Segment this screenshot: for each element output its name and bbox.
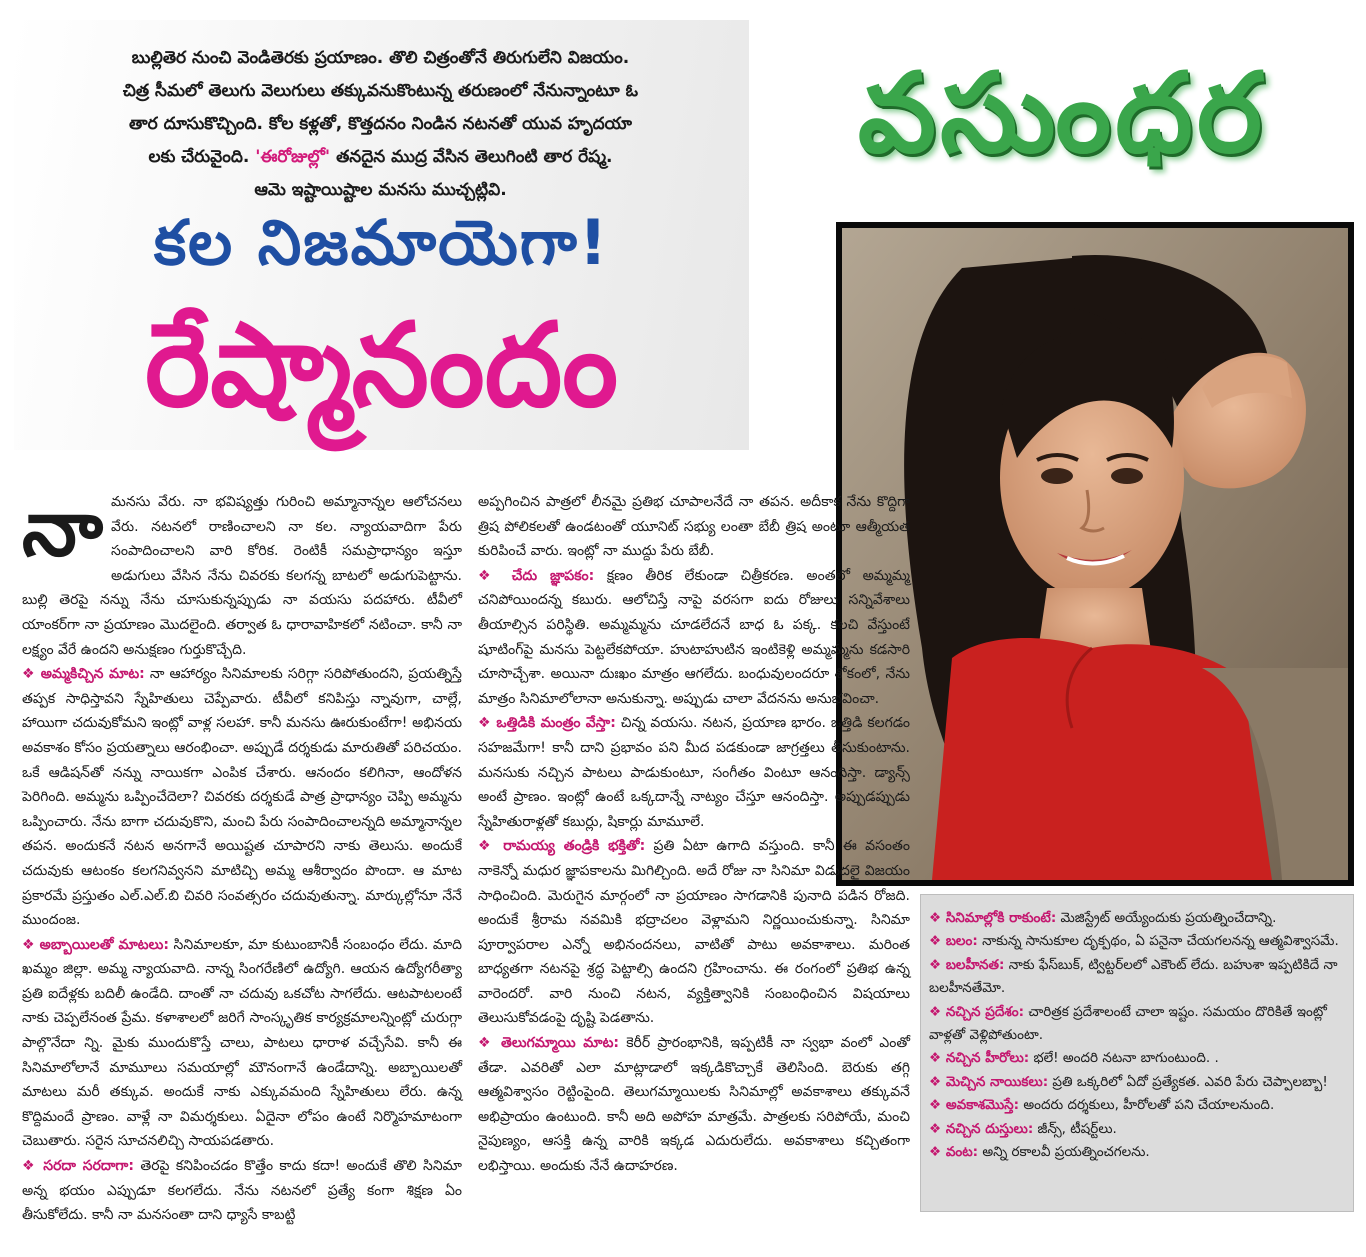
- intro-line-rest: తనదైన ముద్ర వేసిన తెలుగింటి తార రేష్మ.: [330, 147, 613, 167]
- section-title: ఒత్తిడికి మంత్రం వేస్తా:: [496, 715, 616, 732]
- section-title: అబ్బాయిలతో మాటలు:: [39, 936, 169, 953]
- fact-item: [929, 954, 1343, 1001]
- fact-value: జీన్స్, టీషర్ట్‌లు.: [1037, 1120, 1117, 1137]
- article-section: [478, 564, 910, 712]
- section-text: కెరీర్ ప్రారంభానికి, ఇప్పటికీ నా స్వభా వంలో ఎంతో తేడా. ఎవరితో ఎలా మాట్లాడాలో ఇక్కడికొచ్చాకే తెలిసింది. బెరుకు తగ్గి ఆత్మవిశ్వాసం రెట్టింపైంది. తెలుగమ్మాయిలకు సినిమాల్లో అవకాశాలు తక్కువనే అభిప్రాయం ఉంటుంది. కానీ అది అపోహ మాత్రమే. పాత్రలకు సరిపోయే, మంచి నైపుణ్యం, ఆసక్తి ఉన్న వారికి ఇక్కడ ఎదురులేదు. అవకాశాలు కచ్చితంగా లభిస్తాయి. అందుకు నేనే ఉదాహరణ.: [478, 1035, 910, 1175]
- fact-key: నచ్చిన ప్రదేశం:: [945, 1003, 1025, 1020]
- diamond-bullet-icon: ❖: [929, 956, 946, 973]
- section-title: చేదు జ్ఞాపకం:: [511, 567, 595, 584]
- section-text: నా ఆహార్యం సినిమాలకు సరిగ్గా సరిపోతుందని, ప్రయత్నిస్తే తప్పక సాధిస్తావని స్నేహితులు చెప్పేవారు. టీవీలో కనిపిస్తు న్నావుగా, చాల్లే, హాయిగా చదువుకోమని ఇంట్లో వాళ్ల సలహా. కానీ మనసు ఊరుకుంటేగా! అభినయ అవకాశం కోసం ప్రయత్నాలు ఆరంభించా. అప్పుడే దర్శకుడు మారుతితో పరిచయం. ఒకే ఆడిషన్‌తో నన్ను నాయికగా ఎంపిక చేశారు. ఆనందం కలిగినా, ఆందోళన పెరిగింది. అమ్మను ఒప్పించేదెలా? చివరకు దర్శకుడే పాత్ర ప్రాధాన్యం చెప్పి అమ్మను ఒప్పించారు. నేను బాగా చదువుకొని, మంచి పేరు సంపాదించాలన్నది అమ్మానాన్నల తపన. అందుకనే నటన అనగానే అయిష్టత చూపారని నాకు తెలుసు. అందుకే చదువుకు ఆటంకం కలగనివ్వనని మాటిచ్చి అమ్మ ఆశీర్వాదం పొందా. ఆ మాట ప్రకారమే ప్రస్తుతం ఎల్.ఎల్.బి చివరి సంవత్సరం చదువుతున్నా. మార్కుల్లోనూ నేనే ముందంజ.: [22, 666, 462, 929]
- section-title: రామయ్య తండ్రికి భక్తితో:: [503, 838, 646, 855]
- intro-text: [28, 42, 733, 207]
- intro-line-start: లకు చేరువైంది.: [148, 147, 250, 167]
- article-section: [22, 933, 462, 1154]
- fact-key: సినిమాల్లోకి రాకుంటే:: [945, 910, 1057, 926]
- portrait-photo: [836, 222, 1354, 886]
- diamond-bullet-icon: ❖: [929, 1050, 946, 1067]
- facts-sidebar: [920, 894, 1354, 1212]
- fact-item: [929, 907, 1343, 930]
- headline-name: రేష్మానందం: [145, 297, 618, 433]
- fact-item: [929, 930, 1343, 953]
- article-section: [478, 834, 910, 1031]
- fact-key: వంట:: [945, 1144, 979, 1161]
- intro-line: బుల్లితెర నుంచి వెండితెరకు ప్రయాణం. తొలి చిత్రంతోనే తిరుగులేని విజయం.: [131, 48, 630, 68]
- fact-item: [929, 1071, 1343, 1094]
- article-section: [478, 711, 910, 834]
- fact-value: చారిత్రక ప్రదేశాలంటే చాలా ఇష్టం. సమయం దొరికితే ఇంట్లో వాళ్లతో వెళ్లిపోతుంటా.: [929, 1003, 1327, 1044]
- intro-line: [28, 141, 733, 174]
- article-column-2: [478, 490, 910, 1179]
- section-title: అమ్మకిచ్చిన మాట:: [40, 666, 145, 683]
- intro-line: చిత్ర సీమలో తెలుగు వెలుగులు తక్కువనుకొంటున్న తరుణంలో నేనున్నాంటూ ఓ: [122, 81, 639, 101]
- diamond-bullet-icon: ❖: [478, 1035, 501, 1052]
- portrait-illustration: [842, 228, 1348, 880]
- diamond-bullet-icon: ❖: [478, 715, 497, 732]
- diamond-bullet-icon: ❖: [22, 936, 40, 953]
- diamond-bullet-icon: ❖: [22, 1158, 44, 1175]
- diamond-bullet-icon: ❖: [929, 910, 946, 926]
- fact-value: అన్ని రకాలవీ ప్రయత్నించగలను.: [982, 1144, 1150, 1161]
- diamond-bullet-icon: ❖: [478, 838, 504, 855]
- dropcap: నా: [22, 484, 104, 574]
- diamond-bullet-icon: ❖: [22, 666, 41, 683]
- section-text: క్షణం తీరిక లేకుండా చిత్రీకరణ. అంతలో అమ్మమ్మ చనిపోయిందన్న కబురు. ఆలోచిస్తే నాపై వరసగా ఐదు రోజులు సన్నివేశాలు తీయాల్సిన పరిస్థితి. అమ్మమ్మను చూడలేదనే బాధ ఓ పక్క. కలచి వేస్తుంటే షూటింగ్‌పై మనసు పెట్టలేకపోయా. హుటాహుటిన ఇంటికెళ్లి అమ్మమ్మను కడసారి చూసొచ్చేశా. అయినా దుఃఖం మాత్రం ఆగలేదు. బంధువులందరూ శోకంలో, నేను మాత్రం సినిమాలోలానా అనుకున్నా. అప్పుడు చాలా వేదనను అనుభవించా.: [478, 567, 911, 707]
- intro-line: తార దూసుకొచ్చింది. కోల కళ్లతో, కొత్తదనం నిండిన నటనతో యువ హృదయా: [129, 114, 632, 134]
- diamond-bullet-icon: ❖: [929, 933, 946, 950]
- article-column-1: [22, 484, 463, 1228]
- diamond-bullet-icon: ❖: [929, 1073, 946, 1090]
- diamond-bullet-icon: ❖: [478, 567, 512, 584]
- fact-value: భలే! అందరి నటనా బాగుంటుంది. .: [1033, 1050, 1219, 1067]
- fact-value: అందరు దర్శకులు, హీరోలతో పని చేయాలనుంది.: [1023, 1097, 1275, 1114]
- article-paragraph: అప్పగించిన పాత్రలో లీనమై ప్రతిభ చూపాలనేదే నా తపన. అదీకాక నేను కొద్దిగా త్రిష పోలికలతో ఉండటంతో యూనిట్ సభ్యు లంతా బేబీ త్రిష అంటూ ఆత్మీయత కురిపించే వారు. ఇంట్లో నా ముద్దు పేరు బేబీ.: [478, 494, 910, 560]
- intro-highlight: 'ఈరోజుల్లో': [255, 147, 331, 167]
- section-title: తెలుగమ్మాయి మాట:: [500, 1035, 619, 1052]
- fact-key: మెచ్చిన నాయికలు:: [945, 1073, 1049, 1090]
- article-paragraph: [22, 484, 462, 662]
- section-text: ప్రతి ఏటా ఉగాది వస్తుంది. కానీ ఈ వసంతం నాకెన్నో మధుర జ్ఞాపకాలను మిగిల్చింది. అదే రోజు నా సినిమా విడుదలై విజయం సాధించింది. మెరుగైన మార్గంలో నా ప్రయాణం సాగడానికి పునాది పడిన రోజది. అందుకే శ్రీరామ నవమికి భద్రాచలం వెళ్లామని నిర్ణయించుకున్నా. సినిమా పూర్వాపరాల ఎన్నో అభినందనలు, వాటితో పాటు అవకాశాలు. మరింత బాధ్యతగా నటనపై శ్రద్ధ పెట్టాల్సి ఉందని గ్రహించాను. ఈ రంగంలో ప్రతిభ ఉన్న వారెందరో. వారి నుంచి నటన, వ్యక్తిత్వానికి సంబంధించిన విషయాలు తెలుసుకోవడంపై దృష్టి పెడతాను.: [478, 838, 910, 1027]
- fact-key: నచ్చిన హీరోలు:: [945, 1050, 1030, 1067]
- masthead-logo: వసుంధర: [857, 48, 1267, 177]
- fact-value: నాకున్న సానుకూల దృక్పథం, ఏ పనైనా చేయగలనన్న ఆత్మవిశ్వాసమే.: [982, 933, 1339, 950]
- fact-value: మెజిస్ట్రేట్ అయ్యేందుకు ప్రయత్నించేదాన్ని.: [1060, 910, 1277, 926]
- fact-key: నచ్చిన దుస్తులు:: [945, 1120, 1034, 1137]
- fact-key: బలం:: [945, 933, 978, 950]
- diamond-bullet-icon: ❖: [929, 1120, 946, 1137]
- section-title: సరదా సరదాగా:: [43, 1158, 134, 1175]
- diamond-bullet-icon: ❖: [929, 1097, 946, 1114]
- diamond-bullet-icon: ❖: [929, 1003, 946, 1020]
- paragraph-text: మనసు వేరు. నా భవిష్యత్తు గురించి అమ్మానాన్నల ఆలోచనలు వేరు. నటనలో రాణించాలని నా కల. న్యాయవాదిగా పేరు సంపాదించాలని వారి కోరిక. రెంటికీ సమప్రాధాన్యం ఇస్తూ అడుగులు వేసిన నేను చివరకు కలగన్న బాటలో అడుగుపెట్టాను. బుల్లి తెరపై నన్ను నేను చూసుకున్నప్పుడు నా వయసు పదహారు. టీవీలో యాంకర్‌గా నా ప్రయాణం మొదలైంది. తర్వాత ఓ ధారావాహికలో నటించా. కానీ నా లక్ష్యం వేరే ఉందని అనుక్షణం గుర్తుకొచ్చేది.: [22, 494, 462, 658]
- fact-value: ప్రతి ఒక్కరిలో ఏదో ప్రత్యేకత. ఎవరి పేరు చెప్పాలబ్బా!: [1052, 1073, 1328, 1090]
- article-section: [478, 1031, 910, 1179]
- intro-line: ఆమె ఇష్టాయిష్టాల మనసు ముచ్చట్లివి.: [254, 180, 507, 200]
- fact-item: [929, 1118, 1343, 1141]
- headline-top: కల నిజమాయెగా!: [153, 206, 610, 279]
- fact-key: అవకాశమొస్తే:: [945, 1097, 1020, 1114]
- fact-item: [929, 1047, 1343, 1070]
- fact-key: బలహీనత:: [945, 956, 1005, 973]
- section-text: తెరపై కనిపించడం కొత్తేం కాదు కదా! అందుకే తొలి సినిమా అన్న భయం ఎప్పుడూ కలగలేదు. నేను నటనలో ప్రత్యే కంగా శిక్షణ ఏం తీసుకోలేదు. కానీ నా మనసంతా దాని ధ్యాసే కాబట్టి: [22, 1158, 462, 1224]
- fact-item: [929, 1001, 1343, 1048]
- article-section: [22, 662, 462, 933]
- diamond-bullet-icon: ❖: [929, 1144, 946, 1161]
- section-text: చిన్న వయసు. నటన, ప్రయాణ భారం. ఒత్తిడి కలగడం సహజమేగా! కానీ దాని ప్రభావం పని మీద పడకుండా జాగ్రత్తలు తీసుకుంటాను. మనసుకు నచ్చిన పాటలు పాడుకుంటూ, సంగీతం వింటూ ఆనందిస్తా. డ్యాన్స్ అంటే ప్రాణం. ఇంట్లో ఉంటే ఒక్కదాన్నే నాట్యం చేస్తూ ఆనందిస్తా. అప్పుడప్పుడు స్నేహితురాళ్లతో కబుర్లు, షికార్లు మామూలే.: [478, 715, 910, 830]
- article-section: [22, 1154, 462, 1228]
- fact-item: [929, 1094, 1343, 1117]
- intro-box: [14, 20, 749, 450]
- fact-value: నాకు ఫేస్‌బుక్, ట్విట్టర్‌లలో ఎకౌంట్ లేదు. బహుశా ఇప్పటికిదే నా బలహీనతేమో.: [929, 956, 1338, 997]
- fact-item: [929, 1141, 1343, 1164]
- section-text: సినిమాలకూ, మా కుటుంబానికీ సంబంధం లేదు. మాది ఖమ్మం జిల్లా. అమ్మ న్యాయవాది. నాన్న సింగరేణిలో ఉద్యోగి. ఆయన ఉద్యోగరీత్యా ప్రతి ఐదేళ్లకు బదిలీ ఉండేది. దాంతో నా చదువు ఒకచోట సాగలేదు. ఆటపాటలంటే నాకు చెప్పలేనంత ప్రేమ. కళాశాలలో జరిగే సాంస్కృతిక కార్యక్రమాలన్నింట్లో చురుగ్గా పాల్గొనేదా న్ని. మైకు ముందుకొస్తే చాలు, పాటలు ధారాళ వచ్చేసేవి. కానీ ఈ సినిమాలోలానే మామూలు సమయాల్లో మౌనంగానే ఉండేదాన్ని. అబ్బాయిలతో మాటలు మరీ తక్కువ. అందుకే నాకు ఎక్కువమంది స్నేహితులు లేరు. ఉన్న కొద్దిమందే ప్రాణం. వాళ్లే నా విమర్శకులు. ఏదైనా లోపం ఉంటే నిర్మొహమాటంగా చెబుతారు. సరైన సూచనలిచ్చి సాయపడతారు.: [22, 936, 463, 1150]
